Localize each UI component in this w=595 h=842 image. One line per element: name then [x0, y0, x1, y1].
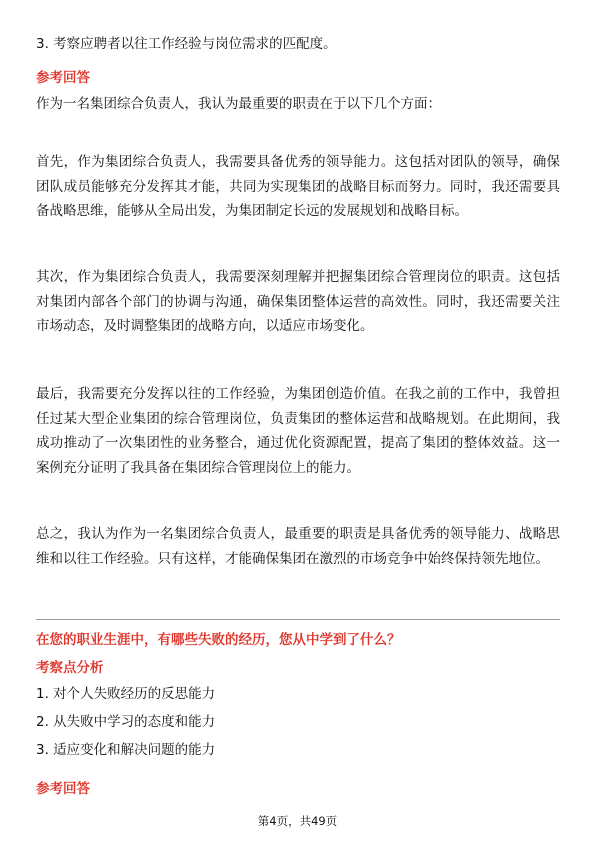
- section-divider: [36, 619, 560, 620]
- answer-paragraph-second: 其次，作为集团综合负责人，我需要深刻理解并把握集团综合管理岗位的职责。这包括对集团内部各个部门的协调与沟通，确保集团整体运营的高效性。同时，我还需要关注市场动态，及时调整集团的战略方向，以适应市场变化。: [36, 269, 560, 335]
- answer-heading-2: 参考回答: [36, 781, 90, 797]
- analysis-item-3: 3. 适应变化和解决问题的能力: [36, 742, 216, 758]
- prev-analysis-item-3: 3. 考察应聘者以往工作经验与岗位需求的匹配度。: [36, 36, 337, 52]
- answer-paragraph-last: 最后，我需要充分发挥以往的工作经验，为集团创造价值。在我之前的工作中，我曾担任过某大型企业集团的综合管理岗位，负责集团的整体运营和战略规划。在此期间，我成功推动了一次集团性的业务整合，通过优化资源配置，提高了集团的整体效益。这一案例充分证明了我具备在集团综合管理岗位上的能力。: [36, 386, 560, 476]
- page-footer: 第4页，共49页: [257, 814, 338, 828]
- interview-question: 在您的职业生涯中，有哪些失败的经历，您从中学到了什么？: [36, 632, 401, 648]
- answer-paragraph-first: 首先，作为集团综合负责人，我需要具备优秀的领导能力。这包括对团队的领导，确保团队成员能够充分发挥其才能，共同为实现集团的战略目标而努力。同时，我还需要具备战略思维，能够从全局出发，为集团制定长远的发展规划和战略目标。: [36, 154, 560, 220]
- analysis-heading: 考察点分析: [36, 660, 104, 676]
- analysis-item-2: 2. 从失败中学习的态度和能力: [36, 714, 216, 730]
- answer-paragraph-summary: 总之，我认为作为一名集团综合负责人，最重要的职责是具备优秀的领导能力、战略思维和以往工作经验。只有这样，才能确保集团在激烈的市场竞争中始终保持领先地位。: [36, 526, 560, 567]
- analysis-item-1: 1. 对个人失败经历的反思能力: [36, 686, 216, 702]
- answer-heading: 参考回答: [36, 70, 90, 86]
- answer-intro: 作为一名集团综合负责人，我认为最重要的职责在于以下几个方面：: [36, 96, 441, 112]
